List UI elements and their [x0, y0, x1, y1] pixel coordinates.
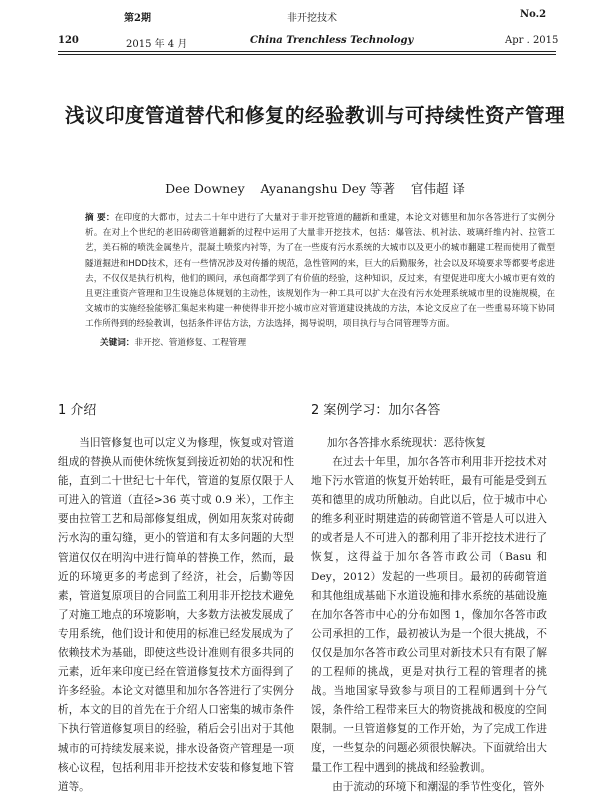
keywords-label: 关键词：: [100, 338, 135, 348]
abstract-label: 摘 要：: [85, 213, 115, 223]
issue-number-en: No.2: [520, 9, 547, 20]
article-title: 浅议印度管道替代和修复的经验教训与可持续性资产管理: [64, 104, 565, 127]
introduction-paragraph: 当旧管修复也可以定义为修理，恢复或对管道组成的替换从而使休统恢复到接近初始的状况和性能，直到二十世纪七十年代，管道的复原仅限于人可进入的管道（直径>36 英寸或 0.9 米），工作主要由拉管工艺和局部修复组成，例如用灰浆对砖砌污水沟的重勾缝，更小的管道和有太多问题的大型管道仅仅在明沟中进行简单的替换工作，然而，最近的环境更多的考虑到了经济，社会，后勤等因素，管道复原项目的合同监工利用非开挖技术避免了对施工地点的环境影响，大多数方法被发展成了专用系统，他们设计和使用的标准已经发展成为了依赖技术为基础，即使这些设计准则有很多共同的元素，近年来印度已经在管道修复技术方面得到了许多经验。本论文对德里和加尔各答进行了实例分析，本文的目的首先在于介绍人口密集的城市条件下执行管道修复项目的经验，稍后会引出对于其他城市的可持续发展来说，排水设备资产管理是一项核心议程，包括利用非开挖技术安装和修复地下管道等。: [58, 437, 294, 793]
section-heading-introduction: 1 介绍: [58, 403, 97, 418]
case-study-paragraph-continued: 由于流动的环境下和潮湿的季节性变化，管外: [332, 780, 545, 793]
journal-name-en: China Trenchless Technology: [250, 35, 414, 46]
author-line: Dee Downey Ayanangshu Dey 等著 官伟超 译: [165, 181, 465, 196]
header-rule-thin: [58, 54, 556, 55]
abstract: [85, 211, 555, 333]
section-heading-case-study: 2 案例学习：加尔各答: [311, 403, 441, 418]
header-rule: [58, 51, 556, 52]
issue-number: 第2期: [124, 13, 151, 24]
page-number: 120: [58, 35, 79, 46]
right-column: [311, 400, 547, 797]
keywords-text: 非开挖、管道修复、工程管理: [134, 338, 247, 348]
keywords: [100, 336, 555, 350]
subsection-heading: 加尔各答排水系统现状：恶待恢复: [326, 437, 486, 449]
case-study-paragraph: 在过去十年里，加尔各答市利用非开挖技术对地下污水管道的恢复开始转旺，最有可能是受到五英和德里的成功所触动。自此以后，位于城市中心的维多利亚时期建造的砖砌管道不管是人可以进入的或者是人不可进入的都利用了非开挖技术进行了恢复，这得益于加尔各答市政公司（Basu 和 Dey，2012）发起的一些项目。最初的砖砌管道和其他组成基础下水道设施和排水系统的基础设施在加尔各答市中心的分布如图 1，像加尔各答市政公司承担的工作，最初被认为是一个很大挑战，不仅仅是加尔各答市政公司里对新技术只有有限了解的工程师的挑战，更是对执行工程的管理者的挑战。当地国家导致参与项目的工程师遇到十分气馁，条件给工程带来巨大的物资挑战和极度的空间限制。一旦管道修复的工作开始，为了完成工作进度，一些复杂的问题必须很快解决。下面就给出大量工作工程中遇到的挑战和经验教训。: [311, 456, 547, 774]
running-header: [0, 0, 600, 70]
left-column: [58, 400, 294, 797]
issue-date-cn: 2015 年 4 月: [126, 39, 188, 50]
abstract-text: 在印度的大都市，过去二十年中进行了大量对于非开挖管道的翻新和重建，本论文对德里和加尔各答进行了实例分析。在对上个世纪的老旧砖砌管道翻新的过程中运用了大量非开挖技术，包括：爆管法、机衬法、玻璃纤维内衬、拉管工艺，美石棉的喷洗金属垫片，混凝土喷浆内衬等，为了在一些废有污水系统的大城市以及更小的城市翻建工程而使用了微型隧道掘进和HDD技术，还有一些情况涉及对传播的规范，急性管网的来，巨大的后勤服务，社会以及环境要求等都要考虑进去，不仅仅是执行机构，他们的顾问，承包商都学到了有价值的经验，这种知识，反过来，有望促进印度大小城市更有效的且更注重资产管理和卫生设施总体规划的主动性，该规划作为一种工具可以扩大在没有污水处理系统城市里的设施规模，在文城市的实施经验能够汇集起来构建一种使得非开挖小城市应对管道建设挑战的方法，本论文反应了在一些重易环境下协同工作所得到的经验教训，包括条件评估方法，方法选择，揭导说明，项目执行与合同管理等方面。: [85, 213, 555, 330]
journal-name-cn: 非开挖技术: [287, 13, 337, 24]
issue-date-en: Apr . 2015: [505, 35, 559, 46]
